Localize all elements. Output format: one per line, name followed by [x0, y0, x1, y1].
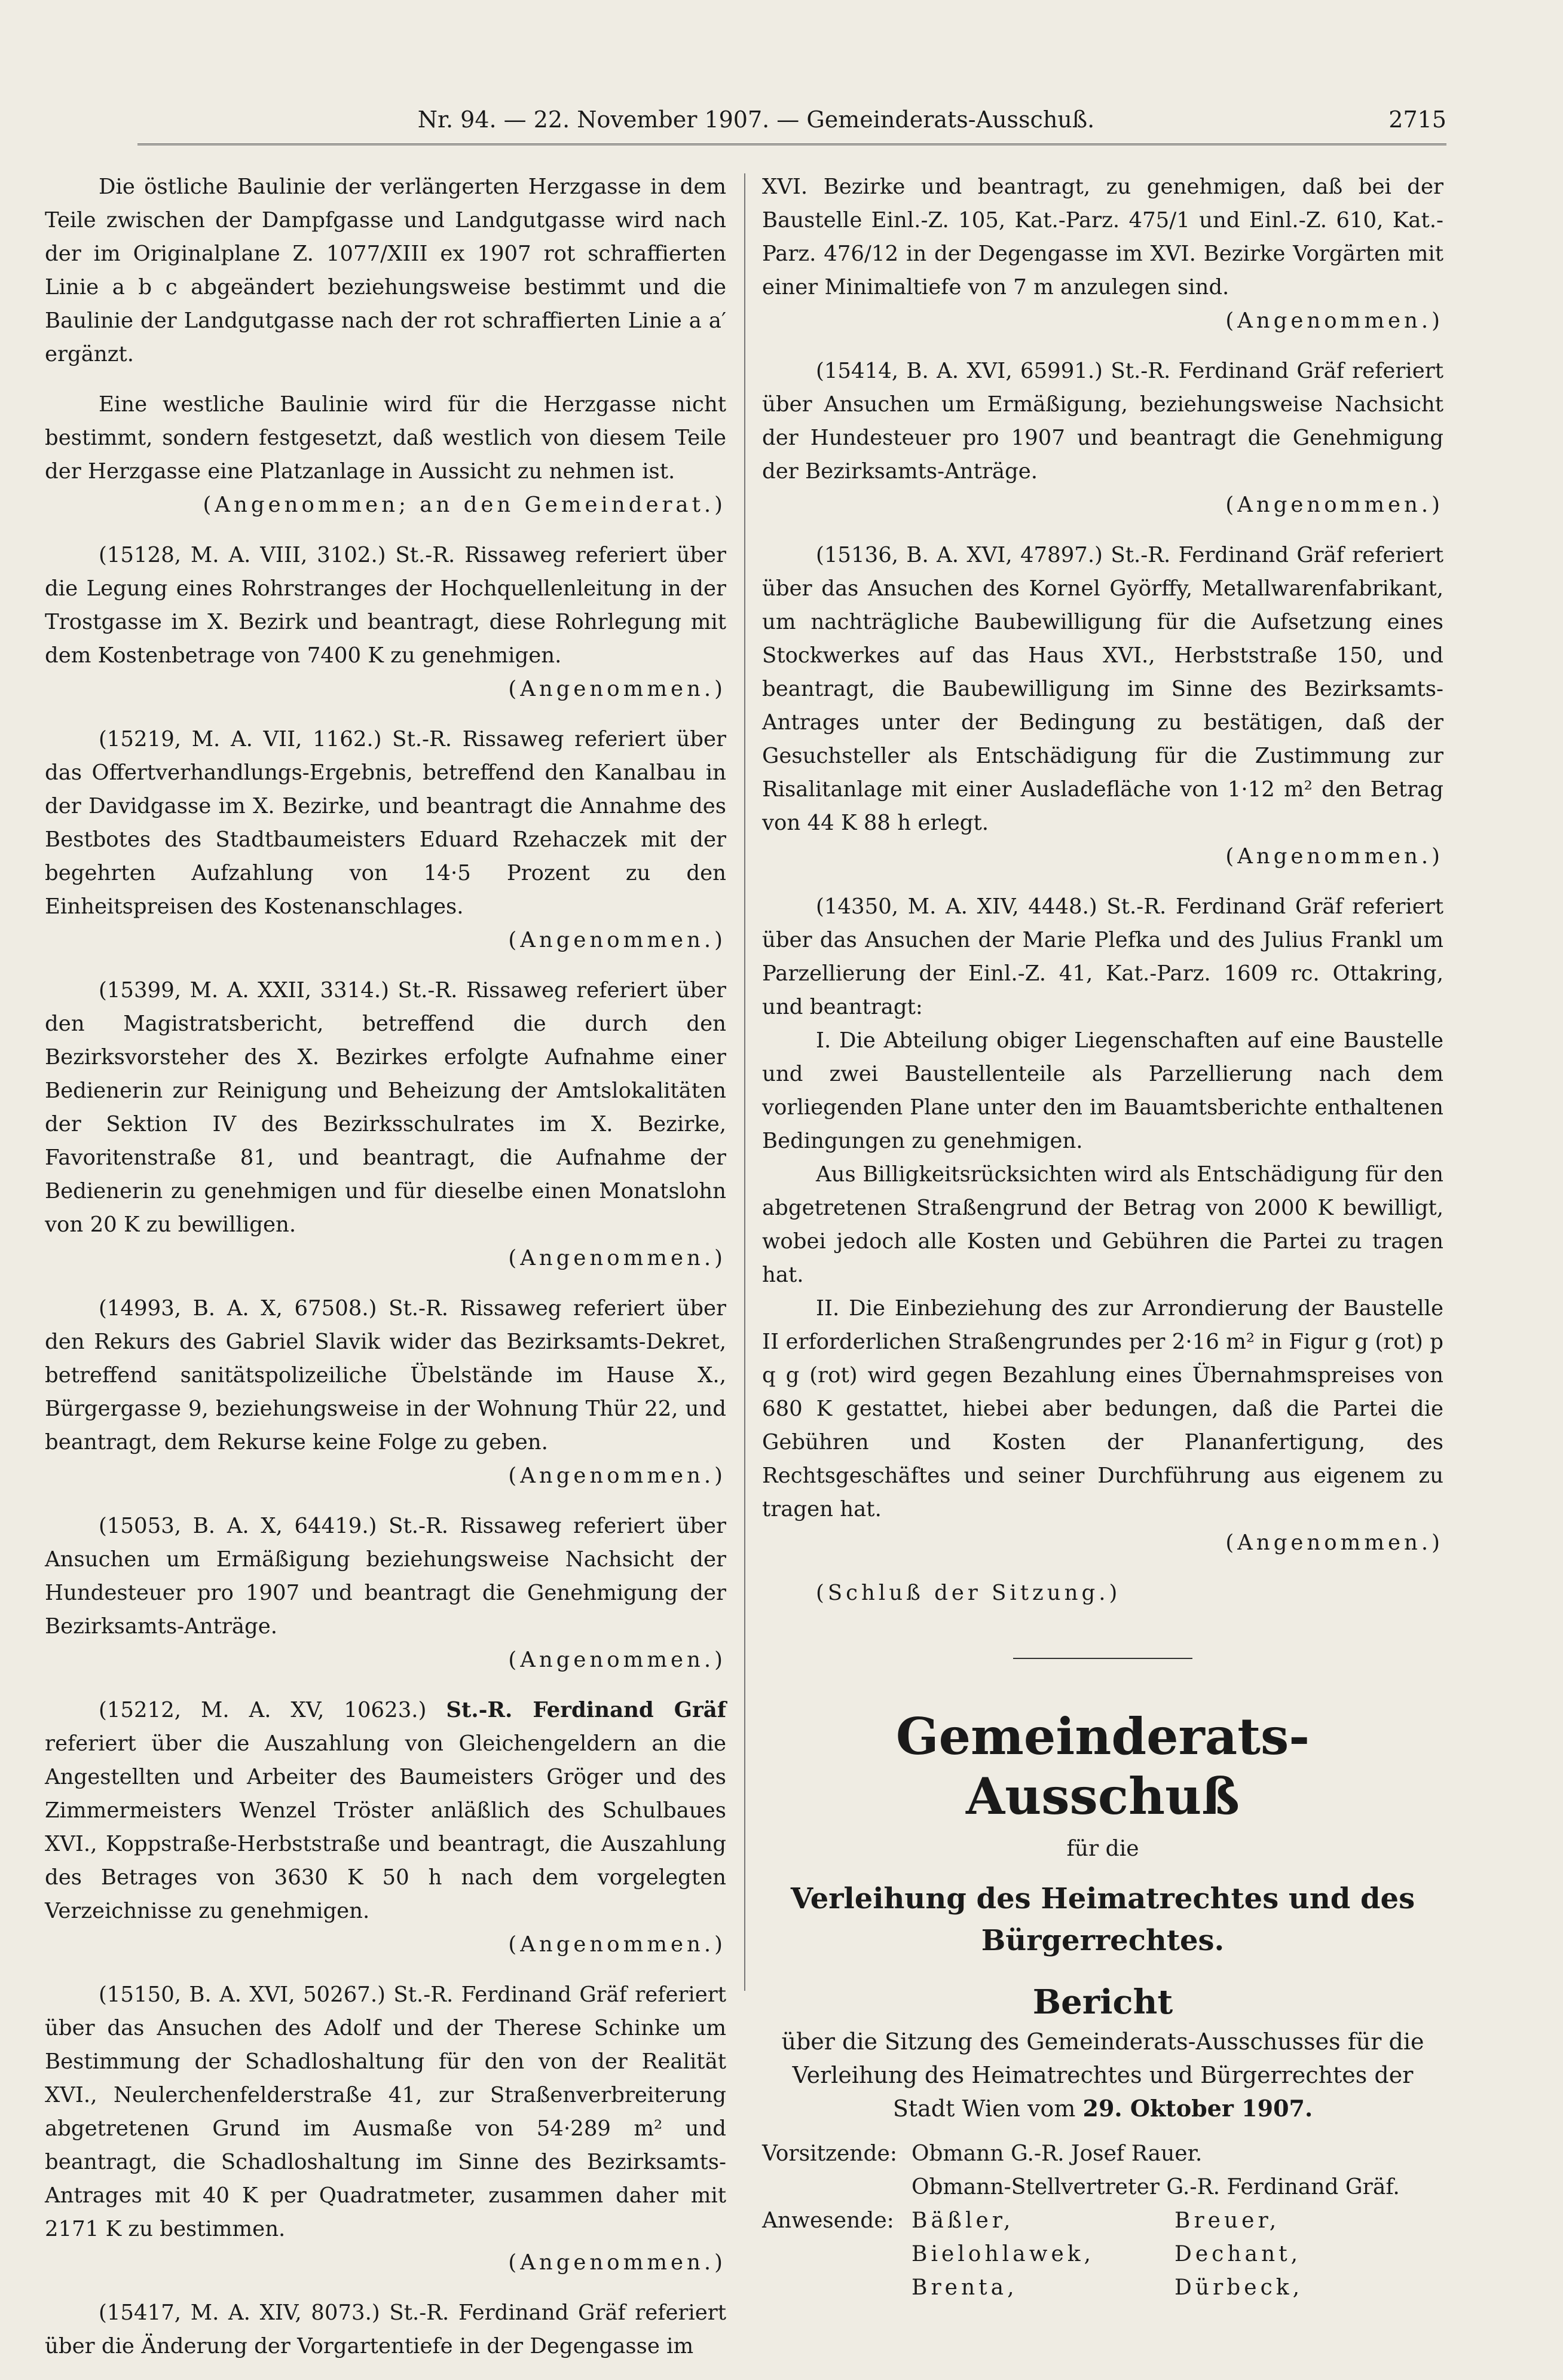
- header-rule: [137, 143, 1446, 150]
- resolution: (Angenommen.): [508, 1932, 726, 1957]
- paragraph: Aus Billigkeitsrücksichten wird als Entschädigung für den abgetretenen Straßengrund der Betrag von 2000 K bewilligt, wobei jedoch alle Kosten und Gebühren die Partei zu tragen hat.: [762, 1162, 1443, 1287]
- paragraph: Eine westliche Baulinie wird für die Herzgasse nicht bestimmt, sondern festgesetzt, daß westlich von diesem Teile der Herzgasse eine Platzanlage in Aussicht zu nehmen ist.: [45, 392, 726, 484]
- paragraph: (14993, B. A. X, 67508.) St.-R. Rissaweg referiert über den Rekurs des Gabriel Slavik wider das Bezirksamts-Dekret, betreffend sanitätspolizeiliche Übelstände im Hause X., Bürgergasse 9, beziehungsweise in der Wohnung Thür 22, und beantragt, dem Rekurse keine Folge zu geben.: [45, 1296, 726, 1455]
- section-subtitle: Verleihung des Heimatrechtes und des Bürgerrechtes.: [790, 1882, 1415, 1957]
- paragraph: (15399, M. A. XXII, 3314.) St.-R. Rissaweg referiert über den Magistratsbericht, betreffend die durch den Bezirksvorsteher des X. Bezirkes erfolgte Aufnahme einer Bedienerin zur Reinigung und Beheizung der Amtslokalitäten der Sektion IV des Bezirksschulrates im X. Bezirke, Favoritenstraße 81, und beantragt, die Aufnahme der Bedienerin zu genehmigen und für dieselbe einen Monatslohn von 20 K zu bewilligen.: [45, 978, 726, 1237]
- attendee-name: Breuer,: [1174, 2208, 1280, 2233]
- attendance-list: [762, 2137, 1443, 2305]
- attendee-name: Bäßler,: [912, 2208, 1014, 2233]
- header-line: Nr. 94. — 22. November 1907. — Gemeinderats-Ausschuß.: [417, 106, 1095, 133]
- resolution: (Angenommen.): [1225, 844, 1443, 869]
- speaker-name: St.-R. Ferdinand Gräf: [446, 1698, 727, 1722]
- resolution: (Angenommen; an den Gemeinderat.): [203, 493, 726, 517]
- paragraph: (15136, B. A. XVI, 47897.) St.-R. Ferdinand Gräf referiert über das Ansuchen des Kornel Györffy, Metallwarenfabrikant, um nachträgliche Baubewilligung für die Aufsetzung eines Stockwerkes auf das Haus XVI., Herbststraße 150, und beantragt, die Baubewilligung im Sinne des Bezirksamts-Antrages unter der Bedingung zu bestätigen, daß der Gesuchsteller als Entschädigung für die Zustimmung zur Risalitanlage mit einer Ausladefläche von 1·12 m² den Betrag von 44 K 88 h erlegt.: [762, 543, 1443, 835]
- paragraph: (15414, B. A. XVI, 65991.) St.-R. Ferdinand Gräf referiert über Ansuchen um Ermäßigung, beziehungsweise Nachsicht der Hundesteuer pro 1907 und beantragt die Genehmigung der Bezirksamts-Anträge.: [762, 359, 1443, 484]
- chairs-label: Vorsitzende:: [762, 2141, 897, 2166]
- attendee-name: Brenta,: [912, 2275, 1018, 2300]
- reference: (15212, M. A. XV, 10623.): [99, 1698, 427, 1722]
- section-title: Gemeinderats-Ausschuß: [895, 1707, 1310, 1826]
- report-description: [762, 2025, 1443, 2125]
- resolution: (Angenommen.): [508, 1246, 726, 1270]
- resolution: (Angenommen.): [508, 677, 726, 701]
- paragraph: (15128, M. A. VIII, 3102.) St.-R. Rissaweg referiert über die Legung eines Rohrstranges der Hochquellenleitung in der Trostgasse im X. Bezirk und beantragt, diese Rohrlegung mit dem Kostenbetrage von 7400 K zu genehmigen.: [45, 543, 726, 668]
- paragraph: (14350, M. A. XIV, 4448.) St.-R. Ferdinand Gräf referiert über das Ansuchen der Marie Plefka und des Julius Frankl um Parzellierung der Einl.-Z. 41, Kat.-Parz. 1609 rc. Ottakring, und beantragt:: [762, 894, 1443, 1019]
- section-rule: [1013, 1658, 1192, 1659]
- attendance-row: [762, 2238, 1443, 2271]
- paragraph: II. Die Einbeziehung des zur Arrondierung der Baustelle II erforderlichen Straßengrundes per 2·16 m² in Figur g (rot) p q g (rot) wird gegen Bezahlung eines Übernahmspreises von 680 K gestattet, hiebei aber bedungen, daß die Partei die Gebühren und Kosten der Plananfertigung, des Rechtsgeschäftes und seiner Durchführung aus eigenem zu tragen hat.: [762, 1296, 1443, 1522]
- attendance-row: [762, 2271, 1443, 2305]
- present-label: Anwesende:: [762, 2208, 894, 2233]
- paragraph: (15219, M. A. VII, 1162.) St.-R. Rissaweg referiert über das Offertverhandlungs-Ergebnis, betreffend den Kanalbau in der Davidgasse im X. Bezirke, und beantragt die Annahme des Bestbotes des Stadtbaumeisters Eduard Rzehaczek mit der begehrten Aufzahlung von 14·5 Prozent zu den Einheitspreisen des Kostenanschlages.: [45, 727, 726, 919]
- chair-name: Obmann G.-R. Josef Rauer.: [912, 2141, 1203, 2166]
- resolution: (Angenommen.): [1225, 1530, 1443, 1555]
- paragraph: I. Die Abteilung obiger Liegenschaften auf eine Baustelle und zwei Baustellenteile als Parzellierung nach dem vorliegenden Plane unter den im Bauamtsberichte enthaltenen Bedingungen zu genehmigen.: [762, 1028, 1443, 1153]
- resolution: (Angenommen.): [1225, 493, 1443, 517]
- section-for: für die: [1066, 1837, 1139, 1861]
- page-header: [66, 102, 1446, 143]
- report-text: über die Sitzung des Gemeinderats-Ausschusses für die Verleihung des Heimatrechtes und Bürgerrechtes der Stadt Wien vom: [781, 2028, 1424, 2122]
- paragraph: (15150, B. A. XVI, 50267.) St.-R. Ferdinand Gräf referiert über das Ansuchen des Adolf und der Therese Schinke um Bestimmung der Schadloshaltung für den von der Realität XVI., Neulerchenfelderstraße 41, zur Straßenverbreiterung abgetretenen Grund im Ausmaße von 54·289 m² und beantragt, die Schadloshaltung im Sinne des Bezirksamts-Antrages mit 40 K per Quadratmeter, zusammen daher mit 2171 K zu bestimmen.: [45, 1982, 726, 2241]
- page-number: 2715: [1388, 106, 1446, 133]
- resolution: (Angenommen.): [1225, 308, 1443, 333]
- attendance-row: [762, 2171, 1443, 2204]
- closing-line: (Schluß der Sitzung.): [816, 1581, 1121, 1605]
- chair-name: Obmann-Stellvertreter G.-R. Ferdinand Gräf.: [912, 2175, 1400, 2199]
- attendee-name: Bielohlawek,: [912, 2242, 1094, 2266]
- paragraph: XVI. Bezirke und beantragt, zu genehmigen, daß bei der Baustelle Einl.-Z. 105, Kat.-Parz. 475/1 und Einl.-Z. 610, Kat.-Parz. 476/12 in der Degengasse im XVI. Bezirke Vorgärten mit einer Minimaltiefe von 7 m anzulegen sind.: [762, 175, 1443, 300]
- attendee-name: Dürbeck,: [1174, 2275, 1304, 2300]
- resolution: (Angenommen.): [508, 1648, 726, 1672]
- resolution: (Angenommen.): [508, 2250, 726, 2275]
- right-column: [762, 170, 1443, 2305]
- paragraph: (15417, M. A. XIV, 8073.) St.-R. Ferdinand Gräf referiert über die Änderung der Vorgartentiefe in der Degengasse im: [45, 2300, 726, 2358]
- resolution: (Angenommen.): [508, 928, 726, 952]
- paragraph: [45, 1694, 726, 1928]
- left-column: [45, 170, 726, 2380]
- paragraph: Die östliche Baulinie der verlängerten Herzgasse in dem Teile zwischen der Dampfgasse und Landgutgasse wird nach der im Originalplane Z. 1077/XIII ex 1907 rot schraffierten Linie a b c abgeändert beziehungsweise bestimmt und die Baulinie der Landgutgasse nach der rot schraffierten Linie a a′ ergänzt.: [45, 175, 726, 366]
- paragraph-text: referiert über die Auszahlung von Gleichengeldern an die Angestellten und Arbeiter des Baumeisters Gröger und des Zimmermeisters Wenzel Tröster anläßlich des Schulbaues XVI., Koppstraße-Herbststraße und beantragt, die Auszahlung des Betrages von 3630 K 50 h nach dem vorgelegten Verzeichnisse zu genehmigen.: [45, 1731, 726, 1923]
- attendance-row: [762, 2137, 1443, 2171]
- paragraph: (15053, B. A. X, 64419.) St.-R. Rissaweg referiert über Ansuchen um Ermäßigung beziehungsweise Nachsicht der Hundesteuer pro 1907 und beantragt die Genehmigung der Bezirksamts-Anträge.: [45, 1514, 726, 1639]
- resolution: (Angenommen.): [508, 1464, 726, 1488]
- attendance-row: [762, 2204, 1443, 2238]
- report-heading: Bericht: [1032, 1982, 1173, 2022]
- report-date: 29. Oktober 1907.: [1082, 2095, 1313, 2122]
- column-divider: [744, 173, 745, 1991]
- attendee-name: Dechant,: [1174, 2242, 1302, 2266]
